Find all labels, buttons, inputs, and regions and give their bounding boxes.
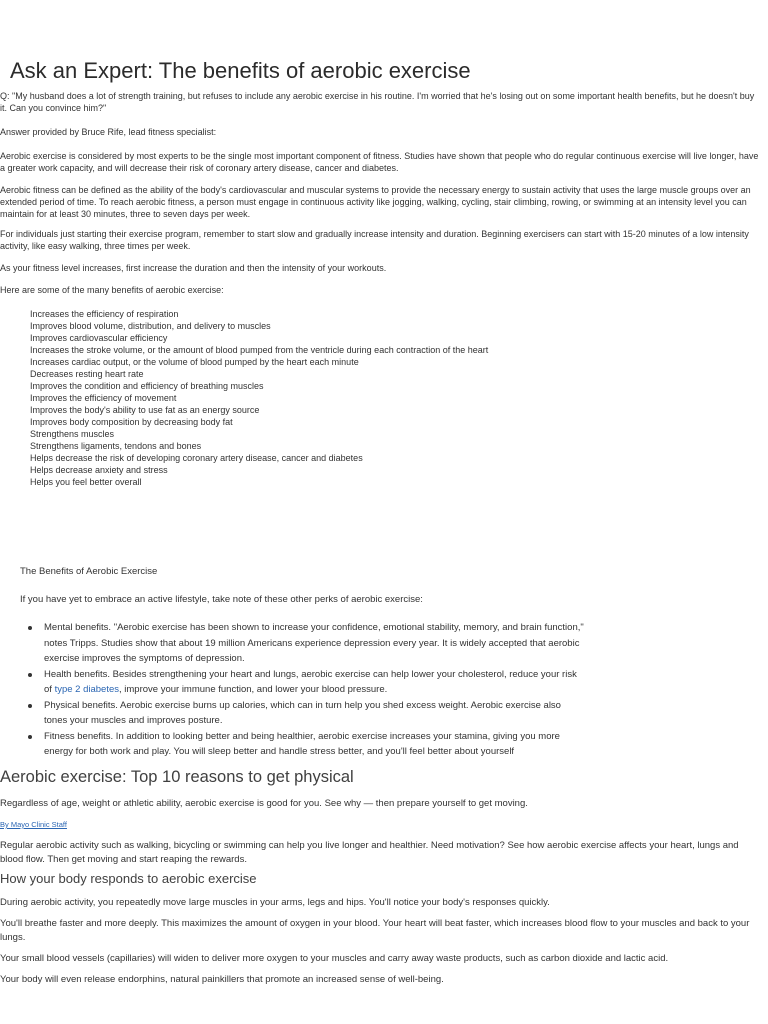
list-item-text: Health benefits. Besides strengthening your heart and lungs, aerobic exercise can help lower your cholesterol, reduce your risk of xyxy=(44,668,577,695)
paragraph: Aerobic fitness can be defined as the ability of the body's cardiovascular and muscular systems to provide the necessary energy to sustain activity that uses the large muscle groups over an extended period of time. To reach aerobic fitness, a person must engage in continuous activity like jogging, walking, cycling, stair climbing, rowing, or swimming at an intensity level you can maintain for at least 30 minutes, three to seven days per week. xyxy=(0,185,751,219)
article-heading: Aerobic exercise: Top 10 reasons to get physical xyxy=(0,768,354,786)
list-item: Helps you feel better overall xyxy=(30,477,142,487)
answer-byline: Answer provided by Bruce Rife, lead fitness specialist: xyxy=(0,127,217,137)
list-item: Increases the efficiency of respiration xyxy=(30,309,179,319)
paragraph: For individuals just starting their exercise program, remember to start slow and gradually increase intensity and duration. Beginning exercisers can start with 15-20 minutes of a low intensity activity, like easy walking, three times per week. xyxy=(0,229,749,251)
perks-list xyxy=(26,620,586,760)
list-item: Strengthens ligaments, tendons and bones xyxy=(30,441,202,451)
section-intro: If you have yet to embrace an active lifestyle, take note of these other perks of aerobic exercise: xyxy=(20,594,423,605)
paragraph: Aerobic exercise is considered by most experts to be the single most important component of fitness. Studies have shown that people who do regular continuous exercise will live longer, have a greater work capacity, and will decrease their risk of coronary artery disease, cancer and diabetes. xyxy=(0,151,759,173)
paragraph: During aerobic activity, you repeatedly move large muscles in your arms, legs and hips. You'll notice your body's responses quickly. xyxy=(0,897,550,908)
question-text: Q: "My husband does a lot of strength training, but refuses to include any aerobic exercise in his routine. I'm worried that he's losing out on some important health benefits, but he doesn't buy it. Can you convince him?" xyxy=(0,91,755,113)
paragraph: Your body will even release endorphins, natural painkillers that promote an increased sense of well-being. xyxy=(0,974,444,985)
section-subheading: How your body responds to aerobic exercise xyxy=(0,871,257,886)
list-item: Fitness benefits. In addition to looking better and being healthier, aerobic exercise increases your stamina, giving you more energy for both work and play. You will sleep better and handle stress better, and you'll feel better about yourself xyxy=(26,729,586,760)
list-item: Mental benefits. "Aerobic exercise has been shown to increase your confidence, emotional stability, memory, and brain function," notes Tripps. Studies show that about 19 million Americans experience depression every year. It is widely accepted that aerobic exercise improves the symptoms of depression. xyxy=(26,620,586,667)
paragraph: You'll breathe faster and more deeply. This maximizes the amount of oxygen in your blood. Your heart will beat faster, which increases blood flow to your muscles and back to your lungs. xyxy=(0,918,750,943)
paragraph: Your small blood vessels (capillaries) will widen to deliver more oxygen to your muscles and carry away waste products, such as carbon dioxide and lactic acid. xyxy=(0,953,669,964)
list-item: Improves the condition and efficiency of breathing muscles xyxy=(30,381,264,391)
list-item: Improves blood volume, distribution, and delivery to muscles xyxy=(30,321,271,331)
list-item: Improves cardiovascular efficiency xyxy=(30,333,168,343)
author-byline-link[interactable]: By Mayo Clinic Staff xyxy=(0,820,67,829)
list-item: Improves the efficiency of movement xyxy=(30,393,177,403)
list-item: Helps decrease anxiety and stress xyxy=(30,465,168,475)
list-item: Physical benefits. Aerobic exercise burns up calories, which can in turn help you shed excess weight. Aerobic exercise also tones your muscles and improves posture. xyxy=(26,698,586,729)
article-subtitle: Regardless of age, weight or athletic ability, aerobic exercise is good for you. See why — then prepare yourself to get moving. xyxy=(0,798,528,809)
type-2-diabetes-link[interactable]: type 2 diabetes xyxy=(54,684,119,695)
section-heading: The Benefits of Aerobic Exercise xyxy=(20,566,158,577)
list-item xyxy=(26,667,586,698)
article-intro: Regular aerobic activity such as walking, bicycling or swimming can help you live longer and healthier. Need motivation? See how aerobic exercise affects your heart, lungs and blood flow. Then get moving and start reaping the rewards. xyxy=(0,840,739,865)
list-item: Increases the stroke volume, or the amount of blood pumped from the ventricle during each contraction of the heart xyxy=(30,345,489,355)
list-item: Decreases resting heart rate xyxy=(30,369,144,379)
paragraph: Here are some of the many benefits of aerobic exercise: xyxy=(0,285,224,295)
benefits-list xyxy=(30,308,730,488)
page-title: Ask an Expert: The benefits of aerobic exercise xyxy=(10,58,471,83)
list-item-text: , improve your immune function, and lower your blood pressure. xyxy=(119,684,388,695)
list-item: Improves body composition by decreasing body fat xyxy=(30,417,233,427)
list-item: Improves the body's ability to use fat as an energy source xyxy=(30,405,260,415)
list-item: Increases cardiac output, or the volume of blood pumped by the heart each minute xyxy=(30,357,359,367)
paragraph: As your fitness level increases, first increase the duration and then the intensity of your workouts. xyxy=(0,263,387,273)
list-item: Strengthens muscles xyxy=(30,429,115,439)
list-item: Helps decrease the risk of developing coronary artery disease, cancer and diabetes xyxy=(30,453,363,463)
